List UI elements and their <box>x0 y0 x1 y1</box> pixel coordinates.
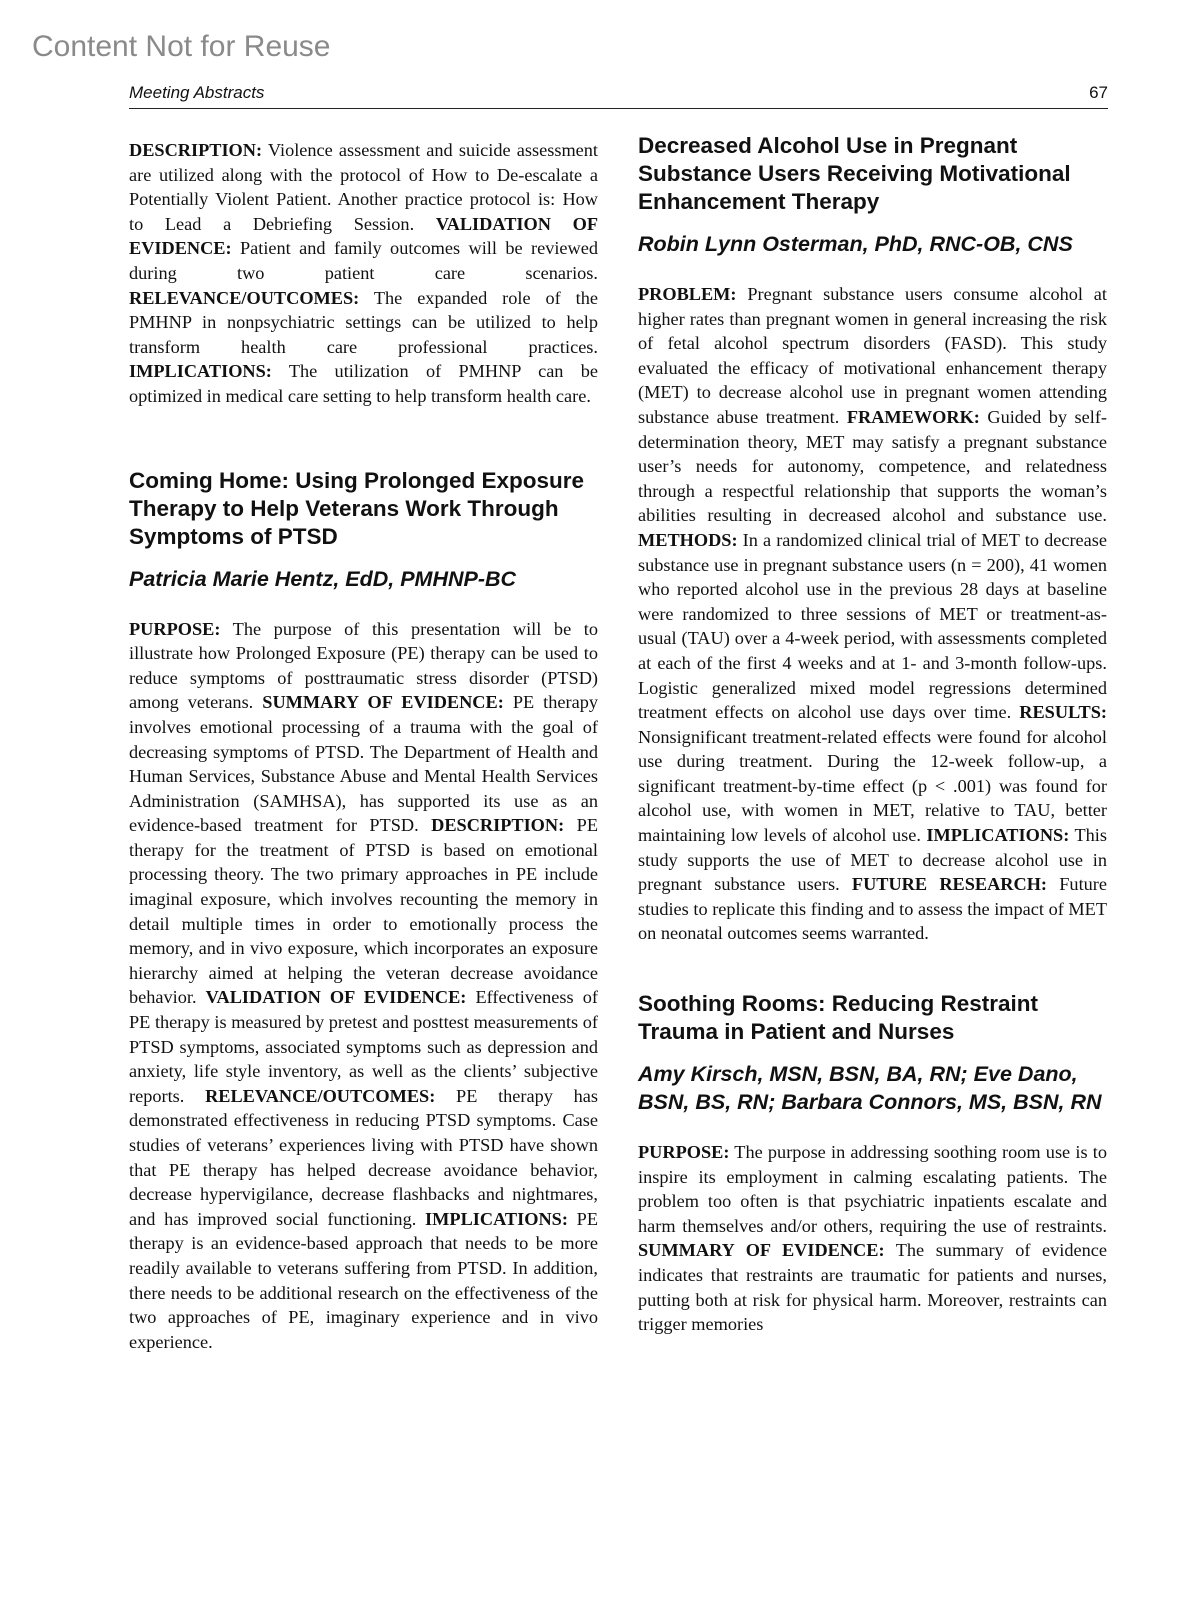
running-header <box>129 82 1108 109</box>
section-text: This study supports the use of MET to decrease alcohol use in pregnant substance users. <box>638 825 1107 895</box>
section-label: DESCRIPTION: <box>129 140 263 160</box>
section-label: IMPLICATIONS: <box>425 1208 568 1229</box>
section-text: The utilization of PMHNP can be optimized in medical care setting to help transform health care. <box>129 361 598 406</box>
section-label: IMPLICATIONS: <box>926 825 1070 846</box>
section-text: In a randomized clinical trial of MET to decrease substance use in pregnant substance users (n = 200), 41 women who reported alcohol use in the previous 28 days at baseline were randomized to three sessions of MET or treatment-as-usual (TAU) over a 4-week period, with assessments completed at each of the first 4 weeks and at 1- and 3-month follow-ups. Logistic generalized mixed model regressions determined treatment effects on alcohol use days over time. <box>638 529 1107 723</box>
left-column <box>129 138 598 1354</box>
section-label: PURPOSE: <box>638 1142 730 1163</box>
section-label: VALIDATION OF EVIDENCE: <box>205 987 467 1008</box>
abstract-authors: Robin Lynn Osterman, PhD, RNC-OB, CNS <box>638 232 1073 256</box>
abstract-authors: Patricia Marie Hentz, EdD, PMHNP-BC <box>129 566 517 591</box>
section-label: SUMMARY OF EVIDENCE: <box>262 692 504 713</box>
section-text: Guided by self-determination theory, MET may satisfy a pregnant substance user’s needs for autonomy, competence, and relatedness through a respectful relationship that supports the woman’s abilities resulting in decreased alcohol and substance use. <box>638 406 1107 526</box>
section-label: METHODS: <box>638 529 738 550</box>
abstract-title: Coming Home: Using Prolonged Exposure Therapy to Help Veterans Work Through Symptoms of PTSD <box>129 467 585 549</box>
section-label: IMPLICATIONS: <box>129 361 272 382</box>
abstract-body <box>638 1140 1107 1337</box>
section-text: The purpose in addressing soothing room use is to inspire its employment in calming escalating patients. The problem too often is that psychiatric inpatients escalate and harm themselves and/or others, requiring the use of restraints. <box>638 1142 1107 1236</box>
section-text: Patient and family outcomes will be reviewed during two patient care scenarios. <box>129 238 598 283</box>
page-number: 67 <box>1089 83 1108 102</box>
abstract-authors: Amy Kirsch, MSN, BSN, BA, RN; Eve Dano, BSN, BS, RN; Barbara Connors, MS, BSN, RN <box>638 1062 1102 1115</box>
abstract-title: Soothing Rooms: Reducing Restraint Trauma in Patient and Nurses <box>638 991 1039 1045</box>
section-text: PE therapy for the treatment of PTSD is based on emotional processing theory. The two primary approaches in PE include imaginal exposure, which involves recounting the memory in detail multiple times in order to emotionally process the memory, and in vivo exposure, which incorporates an exposure hierarchy aimed at helping the veteran decrease avoidance behavior. <box>129 815 598 1008</box>
section-label: RELEVANCE/OUTCOMES: <box>205 1085 436 1106</box>
section-text: PE therapy involves emotional processing of a trauma with the goal of decreasing symptoms of PTSD. The Department of Health and Human Services, Substance Abuse and Mental Health Services Administration (SAMHSA), has supported its use as an evidence-based treatment for PTSD. <box>129 692 598 836</box>
section-label: RESULTS: <box>1019 702 1107 723</box>
section-text: PE therapy is an evidence-based approach that needs to be more readily available to veterans suffering from PTSD. In addition, there needs to be additional research on the effectiveness of the two approaches of PE, imaginary experience and in vivo experience. <box>129 1208 598 1352</box>
journal-name: Meeting Abstracts <box>129 83 265 102</box>
watermark: Content Not for Reuse <box>32 30 331 63</box>
abstract-body <box>129 617 598 1355</box>
section-text: Nonsignificant treatment-related effects were found for alcohol use during treatment. During the 12-week follow-up, a significant treatment-by-time effect (p < .001) was found for alcohol use, with women in MET, relative to TAU, better maintaining low levels of alcohol use. <box>638 726 1107 846</box>
section-text: The expanded role of the PMHNP in nonpsychiatric settings can be utilized to help transform health care professional practices. <box>129 287 598 357</box>
section-label: VALIDATION OF EVIDENCE: <box>129 213 598 259</box>
section-label: FUTURE RESEARCH: <box>851 874 1048 895</box>
section-label: PROBLEM: <box>638 284 737 304</box>
abstract-title: Decreased Alcohol Use in Pregnant Substance Users Receiving Motivational Enhancement Therapy <box>638 133 1071 214</box>
abstract-body <box>638 282 1107 946</box>
section-text: Pregnant substance users consume alcohol at higher rates than pregnant women in general increasing the risk of fetal alcohol spectrum disorders (FASD). This study evaluated the efficacy of motivational enhancement therapy (MET) to decrease alcohol use in pregnant women attending substance abuse treatment. <box>638 284 1107 427</box>
section-text: Effectiveness of PE therapy is measured by pretest and posttest measurements of PTSD symptoms, associated symptoms such as depression and anxiety, life style inventory, as well as the clients’ subjective reports. <box>129 987 598 1106</box>
section-label: RELEVANCE/OUTCOMES: <box>129 287 360 308</box>
section-text: Violence assessment and suicide assessment are utilized along with the protocol of How to De-escalate a Potentially Violent Patient. Another practice protocol is: How to Lead a Debriefing Session. <box>129 140 598 234</box>
section-label: PURPOSE: <box>129 618 221 639</box>
section-text: Future studies to replicate this finding and to assess the impact of MET on neonatal outcomes seems warranted. <box>638 874 1107 944</box>
section-text: The summary of evidence indicates that restraints are traumatic for patients and nurses, putting both at risk for physical harm. Moreover, restraints can trigger memories <box>638 1240 1107 1335</box>
right-column <box>638 133 1107 1337</box>
section-label: FRAMEWORK: <box>846 406 980 427</box>
section-label: DESCRIPTION: <box>431 815 565 836</box>
section-label: SUMMARY OF EVIDENCE: <box>638 1240 885 1261</box>
section-text: PE therapy has demonstrated effectiveness in reducing PTSD symptoms. Case studies of veterans’ experiences living with PTSD have shown that PE therapy has helped decrease avoidance behavior, decrease hypervigilance, decrease flashbacks and nightmares, and has improved social functioning. <box>129 1085 599 1229</box>
section-text: The purpose of this presentation will be to illustrate how Prolonged Exposure (PE) therapy can be used to reduce symptoms of posttraumatic stress disorder (PTSD) among veterans. <box>129 618 598 713</box>
continued-abstract-body <box>129 138 598 409</box>
